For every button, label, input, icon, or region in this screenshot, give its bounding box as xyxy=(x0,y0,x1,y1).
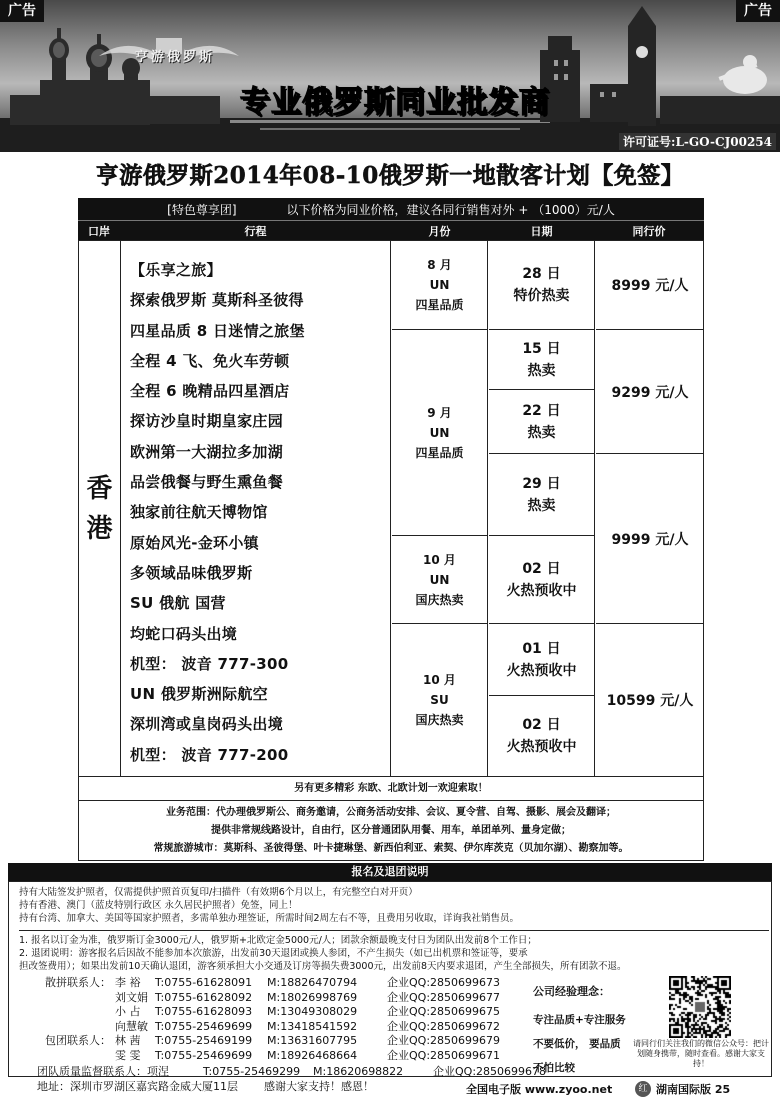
date-cell: 29 日 热卖 xyxy=(489,454,595,536)
table-header xyxy=(78,198,704,240)
price-cell: 9999 元/人 xyxy=(596,454,704,624)
rules xyxy=(19,930,769,973)
philosophy-line: 不怕比较 xyxy=(533,1062,575,1074)
port-char: 港 xyxy=(86,513,113,544)
route-line: SU 俄航 国营 xyxy=(130,594,226,613)
route-line: 机型： 波音 777-200 xyxy=(130,745,289,764)
contact-mobile: M:13631607795 xyxy=(267,1034,358,1047)
contact-qq: 企业QQ:2850699677 xyxy=(387,990,501,1004)
contact-name: 李 裕 xyxy=(115,976,141,989)
contact-role xyxy=(23,991,115,1006)
ad-label-right: 广告 xyxy=(736,0,780,22)
seal-icon: 红 xyxy=(635,1081,651,1097)
id-note: 持有台湾、加拿大、美国等国家护照者，多需单独办理签证，所需时间2周左右不等，且费用另收取，详询我社销售员。 xyxy=(19,913,520,924)
price-cell: 10599 元/人 xyxy=(606,693,694,709)
banner-title: 专业俄罗斯同业批发商 xyxy=(240,85,550,120)
route-line: 四星品质 8 日迷情之旅堡 xyxy=(130,321,305,340)
route-line: 探索俄罗斯 莫斯科圣彼得 xyxy=(130,291,304,310)
qr-code-icon[interactable] xyxy=(669,976,731,1038)
col-header-price: 同行价 xyxy=(632,224,666,238)
rule-line: 1. 报名以订金为准，俄罗斯订金3000元/人，俄罗斯+北欧定金5000元/人；团款余额最晚支付日为团队出发前8个工作日； xyxy=(19,935,537,946)
route-line: 原始风光-金环小镇 xyxy=(130,533,259,552)
col-header-date: 日期 xyxy=(530,224,553,238)
contact-row xyxy=(23,991,583,1006)
contact-name: 林 茜 xyxy=(115,1034,141,1047)
route-line: 探访沙皇时期皇家庄园 xyxy=(130,412,284,431)
contact-row xyxy=(23,1049,583,1064)
contact-tel: T:0755-61628093 xyxy=(155,1005,253,1018)
month-cell: 9 月 UN 四星品质 xyxy=(392,330,488,536)
contact-role xyxy=(23,1020,115,1035)
rule-line: 2. 退团说明：游客报名后因故不能参加本次旅游，出发前30天退团或换人参团，不产生损失（如已出机票和签证等，要承 xyxy=(19,948,528,959)
page-subtitle: 亨游俄罗斯2014年08-10俄罗斯一地散客计划【免签】 xyxy=(95,162,685,189)
contact-tel: T:0755-25469699 xyxy=(155,1048,253,1062)
license-number: 许可证号:L-GO-CJ00254 xyxy=(619,133,776,150)
port-char: 香 xyxy=(86,473,113,504)
footer-site[interactable]: 全国电子版 www.zyoo.net xyxy=(466,1083,613,1096)
month-cell: 10 月 UN 国庆热卖 xyxy=(392,536,488,624)
table-header-row-1 xyxy=(78,198,704,220)
id-note: 持有香港、澳门（蓝皮特别行政区 永久居民护照者）免签，同上！ xyxy=(19,900,298,911)
contact-name-tel xyxy=(115,976,267,991)
id-notes xyxy=(19,886,519,925)
contact-mobile: M:18926468664 xyxy=(267,1048,358,1062)
contact-qq: 企业QQ:2850699679 xyxy=(387,1034,501,1047)
contact-row xyxy=(23,1034,583,1049)
date-cell: 02 日 火热预收中 xyxy=(489,536,595,624)
route-line: 多领域品味俄罗斯 xyxy=(130,563,253,582)
contact-name: 雯 雯 xyxy=(115,1048,141,1062)
table-header-row-2 xyxy=(78,220,704,240)
route-line: 品尝俄餐与野生熏鱼餐 xyxy=(130,473,284,492)
contact-name: 向慧敏 xyxy=(115,1019,148,1033)
contact-name-tel xyxy=(115,991,267,1006)
contact-mobile: M:18026998769 xyxy=(267,990,358,1004)
contact-name: 小 占 xyxy=(115,1005,141,1018)
contact-row xyxy=(23,1020,583,1035)
contact-tel: T:0755-61628092 xyxy=(155,990,253,1004)
contact-tel: T:0755-25469699 xyxy=(155,1019,253,1033)
price-cell: 9299 元/人 xyxy=(596,330,704,454)
contact-mobile: M:18826470794 xyxy=(267,976,358,989)
address-text: 地址：深圳市罗湖区嘉宾路金威大厦11层 xyxy=(37,1079,238,1093)
contact-mobile: M:13049308029 xyxy=(267,1005,358,1018)
philosophy-heading: 公司经验理念： xyxy=(533,985,610,998)
quality-tel: T:0755-25469299 xyxy=(203,1065,301,1078)
thanks-text: 感谢大家支持！感恩！ xyxy=(264,1079,374,1093)
date-cell: 15 日 热卖 xyxy=(489,330,595,390)
quality-qq: 企业QQ:2850699678 xyxy=(433,1065,547,1078)
contact-tel: T:0755-61628091 xyxy=(155,976,253,989)
contact-role xyxy=(23,1049,115,1064)
refund-title: 报名及退团说明 xyxy=(8,863,772,881)
footer-edition: 湖南国际版 25 xyxy=(656,1083,731,1096)
price-cell: 8999 元/人 xyxy=(596,241,704,330)
port-cell xyxy=(79,241,121,776)
route-line: 独家前往航天博物馆 xyxy=(130,503,268,522)
company-philosophy xyxy=(533,980,626,1080)
date-cell: 01 日 火热预收中 xyxy=(489,624,595,696)
contact-tel: T:0755-25469199 xyxy=(155,1034,253,1047)
col-header-route: 行程 xyxy=(244,224,267,238)
route-heading: 【乐享之旅】 xyxy=(130,261,222,279)
contact-role: 散拼联系人： xyxy=(45,976,111,989)
route-line: 均蛇口码头出境 xyxy=(130,624,238,643)
contact-qq: 企业QQ:2850699672 xyxy=(387,1019,501,1033)
itinerary-table xyxy=(78,240,704,777)
contact-name-tel xyxy=(115,1020,267,1035)
contact-role: 包团联系人： xyxy=(45,1034,111,1047)
rule-line: 担改签费用）；如果出发前10天确认退团，游客须承担大小交通及订房等损失费3000元，出发前8天内要求退团，产生全部损失，所有团款不退。 xyxy=(19,961,627,972)
skyline-image xyxy=(0,0,780,152)
quality-mobile: M:18620698822 xyxy=(313,1065,404,1078)
banner xyxy=(0,0,780,152)
ad-label-left: 广告 xyxy=(0,0,44,22)
route-line: 机型： 波音 777-300 xyxy=(130,654,289,673)
contacts-list xyxy=(23,976,583,1094)
more-note: 另有更多精彩 东欧、北欧计划一欢迎索取！ xyxy=(78,777,704,801)
price-note: 以下价格为同业价格，建议各同行销售对外 + （1000）元/人 xyxy=(286,202,615,217)
col-header-month: 月份 xyxy=(428,224,451,238)
philosophy-line: 专注品质+专注服务 xyxy=(533,1014,626,1026)
group-label: [特色尊享团] xyxy=(167,202,237,217)
date-cell: 28 日 特价热卖 xyxy=(489,241,595,330)
col-header-port: 口岸 xyxy=(88,224,110,238)
services-line: 业务范围：代办理俄罗斯公、商务邀请，公商务活动安排、会议、夏令营、自驾、摄影、展会及翻译； xyxy=(166,807,616,818)
contact-qq: 企业QQ:2850699675 xyxy=(387,1005,501,1018)
qr-caption: 请同行们关注我们的微信公众号：把计划随身携带，随时查看。感谢大家支持！ xyxy=(633,1039,769,1068)
date-cell: 22 日 热卖 xyxy=(489,390,595,454)
contact-role xyxy=(23,1005,115,1020)
contact-qq: 企业QQ:2850699673 xyxy=(387,976,501,989)
contact-name-tel xyxy=(115,1005,267,1020)
contact-row xyxy=(23,976,583,991)
logo-text: 亨游俄罗斯 xyxy=(134,50,215,65)
route-line: UN 俄罗斯洲际航空 xyxy=(130,685,268,704)
month-cell: 8 月 UN 四星品质 xyxy=(392,241,488,330)
quality-label: 团队质量监督联系人：项涅 xyxy=(37,1065,169,1078)
services-line: 提供非常规线路设计，自由行，区分普通团队用餐、用车，单团单列、量身定做； xyxy=(211,825,571,836)
page-footer xyxy=(0,1078,780,1100)
route-line: 欧洲第一大湖拉多加湖 xyxy=(130,442,284,461)
contact-mobile: M:13418541592 xyxy=(267,1019,358,1033)
id-note: 持有大陆签发护照者，仅需提供护照首页复印/扫描件（有效期6个月以上，有完整空白对开页） xyxy=(19,887,418,898)
date-cell: 02 日 火热预收中 xyxy=(489,696,595,776)
route-line: 全程 4 飞、免火车劳顿 xyxy=(130,351,290,370)
contact-name: 刘文娟 xyxy=(115,990,148,1004)
contact-row xyxy=(23,1005,583,1020)
route-line: 深圳湾或皇岗码头出境 xyxy=(130,715,284,734)
services-line: 常规旅游城市：莫斯科、圣彼得堡、叶卡捷琳堡、新西伯利亚、索契、伊尔库茨克（贝加尔湖）、勘察加等。 xyxy=(153,843,629,854)
month-cell: 10 月 SU 国庆热卖 xyxy=(392,624,488,776)
services-block xyxy=(78,801,704,861)
philosophy-line: 不要低价， 要品质 xyxy=(533,1038,621,1050)
route-cell xyxy=(121,241,391,776)
route-line: 全程 6 晚精品四星酒店 xyxy=(130,382,290,401)
contact-name-tel xyxy=(115,1049,267,1064)
contact-name-tel xyxy=(115,1034,267,1049)
contact-qq: 企业QQ:2850699671 xyxy=(387,1048,501,1062)
